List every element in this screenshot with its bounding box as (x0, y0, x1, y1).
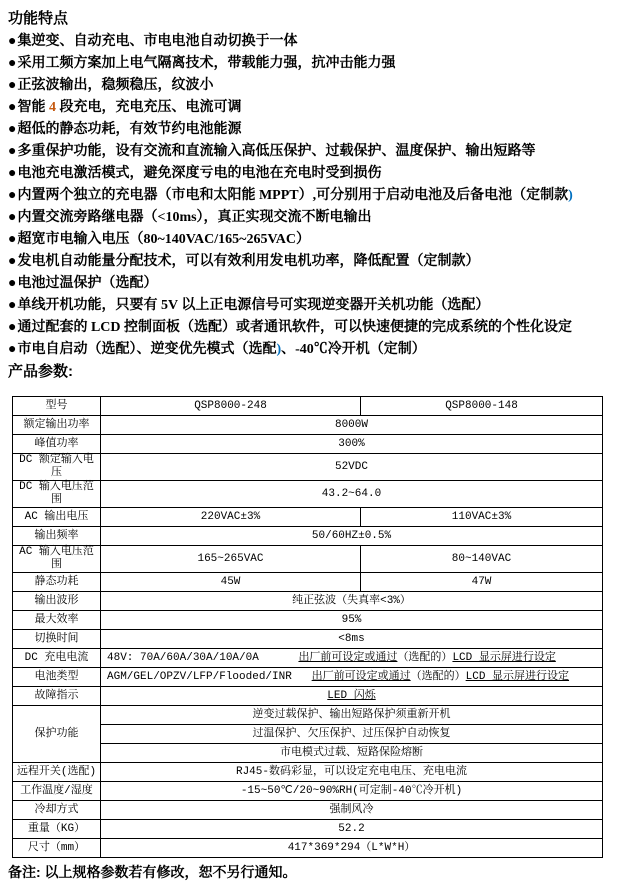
value-cell: 45W (101, 573, 361, 592)
row-label: 输出波形 (13, 592, 101, 611)
row-label: 最大效率 (13, 611, 101, 630)
table-row (13, 706, 603, 725)
value-cell: 165~265VAC (101, 546, 361, 573)
feature-item (8, 118, 615, 140)
value-cell: 52VDC (101, 454, 603, 481)
feature-list (8, 30, 615, 360)
value-cell: 纯正弦波（失真率<3%） (101, 592, 603, 611)
text-segment: 正弦波输出，稳频稳压，纹波小 (17, 78, 214, 93)
feature-item (8, 74, 615, 96)
feature-item (8, 228, 615, 250)
text-segment: 出厂前可设定或通过 (298, 651, 398, 664)
table-row (13, 763, 603, 782)
bullet-icon: ● (8, 318, 17, 334)
table-row (13, 839, 603, 858)
row-label: 静态功耗 (13, 573, 101, 592)
table-row (13, 546, 603, 573)
value-cell: 52.2 (101, 820, 603, 839)
bullet-icon: ● (8, 274, 17, 290)
text-segment: LED 闪烁 (327, 689, 376, 702)
text-segment: 市电自启动（选配）、逆变优先模式（选配 (17, 342, 277, 357)
row-label: DC 充电电流 (13, 649, 101, 668)
value-cell: 220VAC±3% (101, 508, 361, 527)
row-label: 额定输出功率 (13, 416, 101, 435)
text-segment: 48V: 70A/60A/30A/10A/0A (107, 651, 299, 664)
feature-item (8, 250, 615, 272)
value-cell: 110VAC±3% (361, 508, 603, 527)
table-row (13, 527, 603, 546)
row-label: 峰值功率 (13, 435, 101, 454)
text-segment: （选配的） (397, 651, 453, 664)
footer-note: 备注: 以上规格参数若有修改，恕不另行通知。 (8, 864, 297, 880)
text-segment: 超宽市电输入电压（80~140VAC/165~265VAC） (17, 232, 310, 247)
text-segment: 单线开机功能，只要有 5V 以上正电源信号可实现逆变器开关机功能（选配） (17, 298, 490, 313)
table-row (13, 508, 603, 527)
table-row (13, 668, 603, 687)
bullet-icon: ● (8, 98, 17, 114)
table-row (13, 649, 603, 668)
row-label: 远程开关(选配) (13, 763, 101, 782)
row-label: 型号 (13, 397, 101, 416)
row-label: DC 额定输入电压 (13, 454, 101, 481)
text-segment: 智能 (17, 100, 49, 115)
value-cell (101, 687, 603, 706)
bullet-icon: ● (8, 296, 17, 312)
value-cell: 43.2~64.0 (101, 481, 603, 508)
bullet-icon: ● (8, 186, 17, 202)
features-title: 功能特点 (8, 10, 69, 27)
feature-item (8, 184, 615, 206)
bullet-icon: ● (8, 208, 17, 224)
feature-item (8, 140, 615, 162)
params-table (12, 396, 603, 858)
value-cell: -15~50℃/20~90%RH(可定制-40℃冷开机) (101, 782, 603, 801)
value-cell: 过温保护、欠压保护、过压保护自动恢复 (101, 725, 603, 744)
value-cell: 强制风冷 (101, 801, 603, 820)
text-segment: 电池过温保护（选配） (17, 276, 158, 291)
table-row (13, 725, 603, 744)
text-segment: 电池充电激活模式，避免深度亏电的电池在充电时受到损伤 (17, 166, 382, 181)
bullet-icon: ● (8, 142, 17, 158)
row-label: 电池类型 (13, 668, 101, 687)
row-label: 切换时间 (13, 630, 101, 649)
table-row (13, 435, 603, 454)
value-cell: 300% (101, 435, 603, 454)
text-segment: ) (276, 342, 282, 357)
feature-item (8, 52, 615, 74)
text-segment: 内置两个独立的充电器（市电和太阳能 MPPT）,可分别用于启动电池及后备电池（定制款 (17, 188, 569, 203)
text-segment: 段充电，充电充压、电流可调 (55, 100, 242, 115)
table-row (13, 820, 603, 839)
text-segment: 通过配套的 LCD 控制面板（选配）或者通讯软件，可以快速便捷的完成系统的个性化设定 (17, 320, 573, 335)
value-cell: 市电模式过载、短路保险熔断 (101, 744, 603, 763)
table-row (13, 573, 603, 592)
row-label: DC 输入电压范围 (13, 481, 101, 508)
table-row (13, 630, 603, 649)
text-segment: LCD 显示屏进行设定 (465, 670, 570, 683)
row-label: 保护功能 (13, 706, 101, 763)
value-cell: 50/60HZ±0.5% (101, 527, 603, 546)
text-segment: 多重保护功能，设有交流和直流输入高低压保护、过载保护、温度保护、输出短路等 (17, 144, 536, 159)
bullet-icon: ● (8, 120, 17, 136)
feature-item (8, 338, 615, 360)
table-row (13, 416, 603, 435)
table-row (13, 687, 603, 706)
table-row (13, 782, 603, 801)
value-cell: 逆变过载保护、输出短路保护须重新开机 (101, 706, 603, 725)
text-segment: AGM/GEL/OPZV/LFP/Flooded/INR (107, 670, 312, 683)
feature-item (8, 294, 615, 316)
value-cell: QSP8000-148 (361, 397, 603, 416)
value-cell: QSP8000-248 (101, 397, 361, 416)
row-label: 冷却方式 (13, 801, 101, 820)
text-segment: 超低的静态功耗，有效节约电池能源 (17, 122, 242, 137)
bullet-icon: ● (8, 54, 17, 70)
value-cell: 417*369*294（L*W*H） (101, 839, 603, 858)
feature-item (8, 272, 615, 294)
bullet-icon: ● (8, 32, 17, 48)
table-row (13, 481, 603, 508)
text-segment: ) (568, 188, 573, 203)
table-row (13, 592, 603, 611)
text-segment: 、-40℃冷开机（定制） (281, 342, 426, 357)
value-cell: <8ms (101, 630, 603, 649)
feature-item (8, 30, 615, 52)
text-segment: 4 (48, 100, 56, 115)
value-cell: 47W (361, 573, 603, 592)
table-row (13, 744, 603, 763)
bullet-icon: ● (8, 164, 17, 180)
value-cell: 80~140VAC (361, 546, 603, 573)
row-label: 工作温度/湿度 (13, 782, 101, 801)
row-label: 尺寸（mm） (13, 839, 101, 858)
params-heading: 产品参数: (8, 363, 73, 380)
value-cell: 95% (101, 611, 603, 630)
row-label: AC 输出电压 (13, 508, 101, 527)
table-row (13, 801, 603, 820)
feature-item (8, 316, 615, 338)
row-label: 重量（KG） (13, 820, 101, 839)
table-row (13, 611, 603, 630)
text-segment: （选配的） (410, 670, 466, 683)
value-cell: 8000W (101, 416, 603, 435)
text-segment: 采用工频方案加上电气隔离技术，带载能力强，抗冲击能力强 (17, 56, 396, 71)
value-cell (101, 649, 603, 668)
feature-item (8, 96, 615, 118)
bullet-icon: ● (8, 340, 17, 356)
text-segment: 出厂前可设定或通过 (311, 670, 411, 683)
feature-item (8, 206, 615, 228)
value-cell (101, 668, 603, 687)
text-segment: 集逆变、自动充电、市电电池自动切换于一体 (17, 34, 298, 49)
bullet-icon: ● (8, 252, 17, 268)
row-label: 故障指示 (13, 687, 101, 706)
feature-item (8, 162, 615, 184)
params-table-body (13, 397, 603, 858)
bullet-icon: ● (8, 76, 17, 92)
table-row (13, 397, 603, 416)
text-segment: LCD 显示屏进行设定 (452, 651, 556, 664)
row-label: 输出频率 (13, 527, 101, 546)
value-cell: RJ45-数码彩显，可以设定充电电压、充电电流 (101, 763, 603, 782)
row-label: AC 输入电压范围 (13, 546, 101, 573)
table-row (13, 454, 603, 481)
text-segment: 内置交流旁路继电器（<10ms），真正实现交流不断电输出 (17, 210, 372, 225)
text-segment: 发电机自动能量分配技术，可以有效利用发电机功率，降低配置（定制款） (17, 254, 480, 269)
bullet-icon: ● (8, 230, 17, 246)
